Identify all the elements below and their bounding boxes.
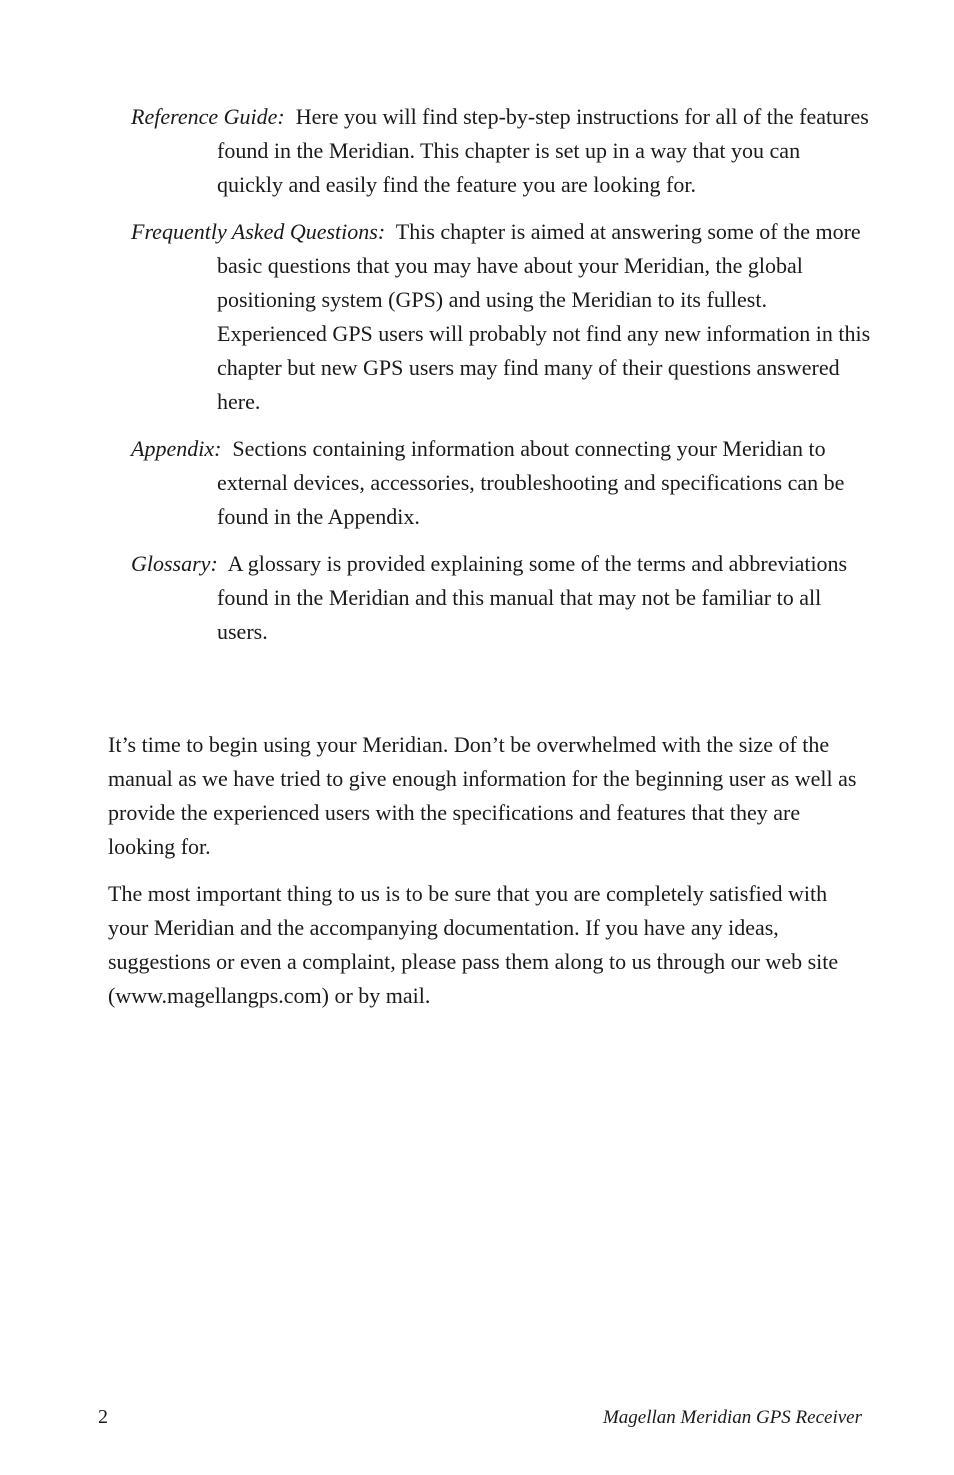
body-paragraph: It’s time to begin using your Meridian. Don’t be overwhelmed with the size of the manual as we have tried to give enough information for the beginning user as well as provide the experienced users with the specifications and features that they are looking for.	[108, 732, 857, 859]
entry-term: Glossary:	[131, 551, 218, 576]
entry-text: Sections containing information about connecting your Meridian to external devices, accessories, troubleshooting and specifications can be found in the Appendix.	[217, 436, 845, 529]
entry-appendix	[131, 432, 871, 534]
entry-text: A glossary is provided explaining some of the terms and abbreviations found in the Meridian and this manual that may not be familiar to all users.	[217, 551, 848, 644]
entry-term: Reference Guide:	[131, 104, 285, 129]
page-number: 2	[98, 1406, 108, 1428]
closing-section	[108, 728, 872, 1026]
entry-reference-guide	[131, 100, 871, 202]
chapter-overview-list	[131, 100, 871, 662]
body-paragraph: The most important thing to us is to be sure that you are completely satisfied with your Meridian and the accompanying documentation. If you have any ideas, suggestions or even a complaint, please pass them along to us through our web site (www.magellangps.com) or by mail.	[108, 881, 839, 1008]
entry-term: Frequently Asked Questions:	[131, 219, 386, 244]
entry-term: Appendix:	[131, 436, 222, 461]
entry-text: Here you will find step-by-step instructions for all of the features found in the Meridian. This chapter is set up in a way that you can quickly and easily find the feature you are looking for.	[217, 104, 869, 197]
running-footer-title: Magellan Meridian GPS Receiver	[602, 1407, 862, 1428]
entry-text: This chapter is aimed at answering some of the more basic questions that you may have about your Meridian, the global positioning system (GPS) and using the Meridian to its fullest. Experienced GPS users will probably not find any new information in this chapter but new GPS users may find many of their questions answered here.	[217, 219, 871, 414]
entry-glossary	[131, 547, 871, 649]
entry-faq	[131, 215, 871, 419]
